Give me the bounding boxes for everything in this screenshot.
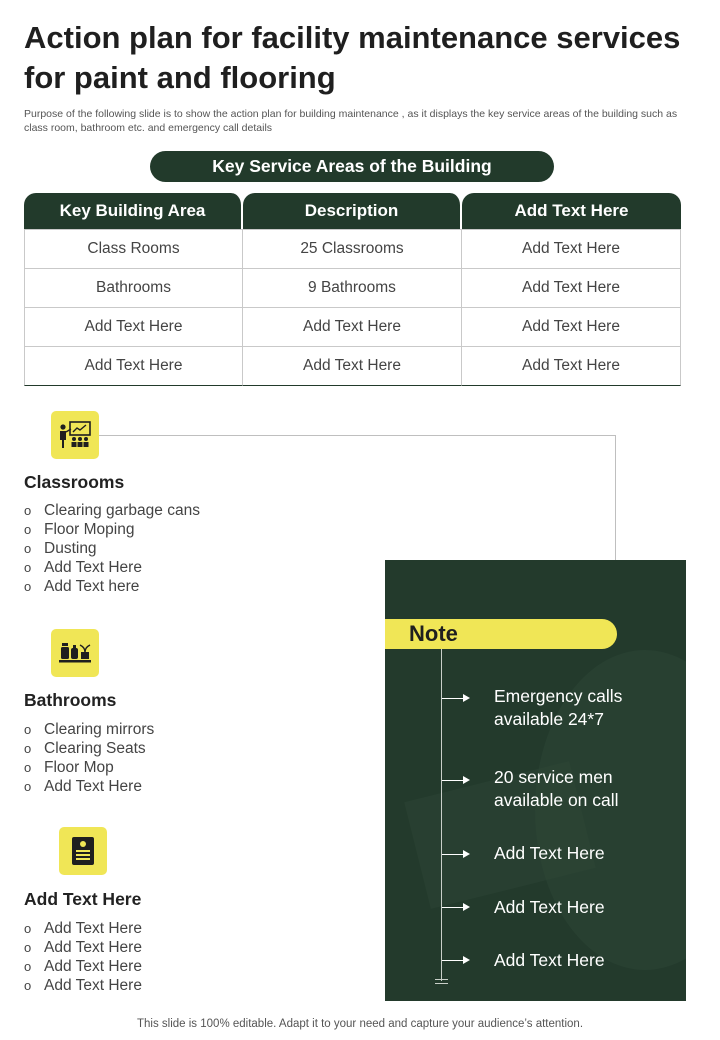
table-title: Key Service Areas of the Building xyxy=(150,151,554,182)
purpose-text: Purpose of the following slide is to show the action plan for building maintenance , as it displays the key service areas of the building such as class room, bathroom etc. and emergency call details xyxy=(24,108,678,134)
column-header-building-area: Key Building Area xyxy=(24,193,243,229)
table-row xyxy=(24,347,681,386)
list-item: o Add Text here xyxy=(24,577,200,596)
list-item: o Floor Mop xyxy=(24,758,154,777)
column-header-add-text: Add Text Here xyxy=(462,193,681,229)
list-item: o Clearing garbage cans xyxy=(24,501,200,520)
list-item: o Add Text Here xyxy=(24,976,142,995)
section-title-classrooms: Classrooms xyxy=(24,472,125,492)
table-cell: Add Text Here xyxy=(462,347,681,386)
table-row xyxy=(24,229,681,269)
list-item: o Add Text Here xyxy=(24,957,142,976)
table-cell: Add Text Here xyxy=(24,347,243,386)
toiletries-icon xyxy=(51,629,99,677)
arrow-right-icon xyxy=(442,960,468,961)
arrow-right-icon xyxy=(442,698,468,699)
bathrooms-list xyxy=(24,720,154,796)
table-cell: Class Rooms xyxy=(24,229,243,269)
arrow-right-icon xyxy=(442,780,468,781)
table-cell: Bathrooms xyxy=(24,269,243,308)
column-header-description: Description xyxy=(243,193,462,229)
list-item: o Clearing Seats xyxy=(24,739,154,758)
list-item: o Add Text Here xyxy=(24,777,154,796)
table-cell: Add Text Here xyxy=(243,308,462,347)
note-item: Add Text Here xyxy=(494,843,605,863)
section-title-add-text: Add Text Here xyxy=(24,889,142,909)
footer-text: This slide is 100% editable. Adapt it to your need and capture your audience’s attention. xyxy=(136,1018,584,1030)
note-item: Add Text Here xyxy=(494,950,605,970)
id-card-icon xyxy=(59,827,107,875)
note-timeline-end xyxy=(435,979,448,980)
note-label: Note xyxy=(385,619,617,649)
table-cell: 25 Classrooms xyxy=(243,229,462,269)
note-timeline-end xyxy=(435,983,448,984)
table-row xyxy=(24,269,681,308)
list-item: o Dusting xyxy=(24,539,200,558)
page-title: Action plan for facility maintenance services for paint and flooring xyxy=(24,20,681,95)
list-item: o Add Text Here xyxy=(24,558,200,577)
note-panel xyxy=(385,560,686,1001)
note-item: 20 service men available on call xyxy=(494,767,619,810)
section-title-bathrooms: Bathrooms xyxy=(24,690,117,710)
list-item: o Clearing mirrors xyxy=(24,720,154,739)
table-cell: Add Text Here xyxy=(462,308,681,347)
table-cell: Add Text Here xyxy=(462,269,681,308)
table-cell: Add Text Here xyxy=(243,347,462,386)
table-cell: Add Text Here xyxy=(24,308,243,347)
arrow-right-icon xyxy=(442,854,468,855)
table-cell: Add Text Here xyxy=(462,229,681,269)
list-item: o Add Text Here xyxy=(24,938,142,957)
arrow-right-icon xyxy=(442,907,468,908)
list-item: o Floor Moping xyxy=(24,520,200,539)
service-areas-table xyxy=(24,193,681,386)
presentation-icon xyxy=(51,411,99,459)
note-item: Add Text Here xyxy=(494,897,605,917)
note-item: Emergency calls available 24*7 xyxy=(494,686,623,729)
add-text-list xyxy=(24,919,142,995)
classrooms-list xyxy=(24,501,200,596)
list-item: o Add Text Here xyxy=(24,919,142,938)
table-row xyxy=(24,308,681,347)
table-cell: 9 Bathrooms xyxy=(243,269,462,308)
table-header-row xyxy=(24,193,681,229)
